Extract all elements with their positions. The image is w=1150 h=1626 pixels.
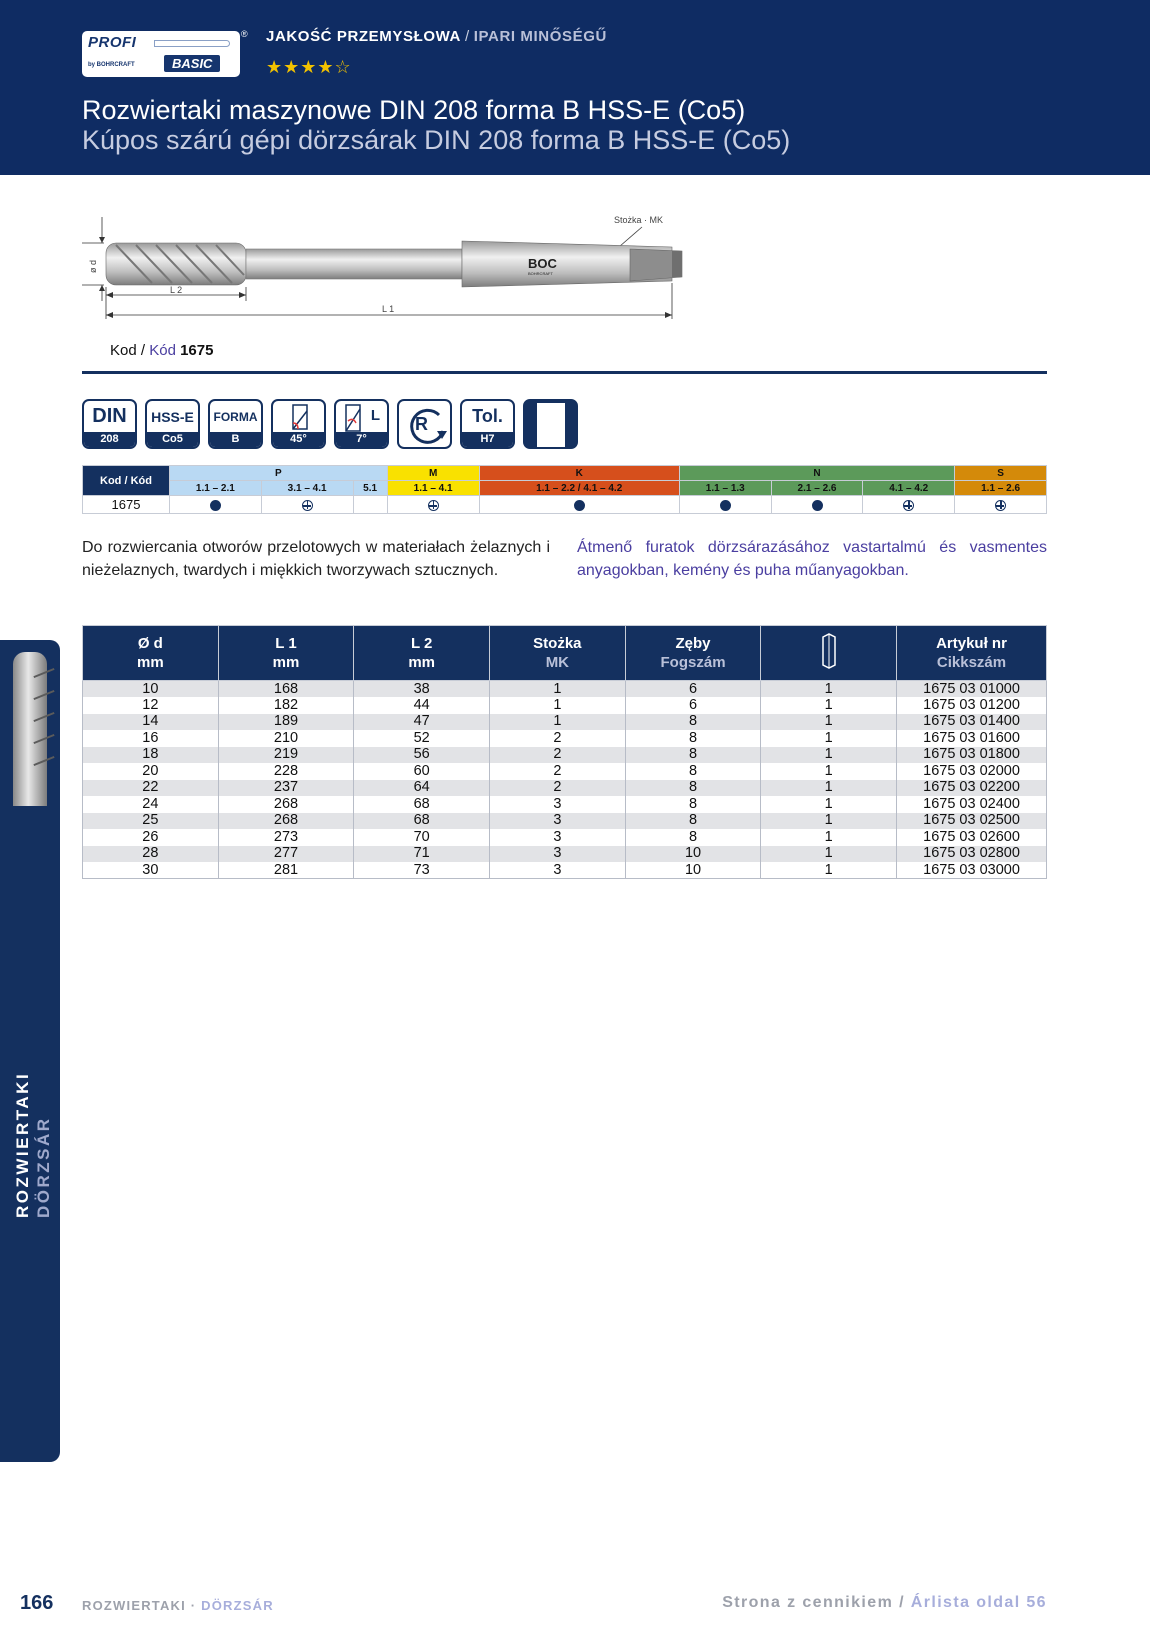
table-cell: 8 bbox=[625, 730, 761, 747]
table-cell: 14 bbox=[83, 714, 219, 731]
table-row bbox=[83, 846, 1047, 863]
l2-label: L 2 bbox=[170, 285, 183, 295]
table-cell: 18 bbox=[83, 747, 219, 764]
helix-angle-value: 7° bbox=[336, 432, 387, 447]
column-header bbox=[83, 626, 219, 681]
table-cell: 68 bbox=[354, 796, 490, 813]
range-cell: 1.1 – 1.3 bbox=[679, 481, 771, 496]
column-header bbox=[897, 626, 1047, 681]
table-cell: 1675 03 02600 bbox=[897, 829, 1047, 846]
taper-label: Stożka · MK bbox=[614, 215, 664, 225]
column-header-label: Artykuł nr bbox=[936, 635, 1007, 652]
logo-by-text: by BOHRCRAFT bbox=[88, 62, 135, 68]
suitability-cell bbox=[863, 496, 955, 514]
table-cell: 44 bbox=[354, 697, 490, 714]
table-cell: 8 bbox=[625, 714, 761, 731]
table-cell: 2 bbox=[490, 730, 626, 747]
suitability-cell bbox=[261, 496, 353, 514]
side-tab-label bbox=[12, 1072, 54, 1218]
form-badge bbox=[208, 399, 263, 449]
table-row bbox=[83, 780, 1047, 797]
table-cell: 3 bbox=[490, 862, 626, 879]
tolerance-badge bbox=[460, 399, 515, 449]
table-cell: 268 bbox=[218, 796, 354, 813]
range-cell: 1.1 – 2.6 bbox=[955, 481, 1047, 496]
table-row bbox=[83, 796, 1047, 813]
table-cell: 1675 03 02200 bbox=[897, 780, 1047, 797]
table-row bbox=[83, 862, 1047, 879]
table-cell: 210 bbox=[218, 730, 354, 747]
column-header-sub: Fogszám bbox=[660, 654, 726, 671]
description-pl: Do rozwiercania otworów przelotowych w materiałach żelaznych i nieżelaznych, twardych i miękkich tworzywach sztucznych. bbox=[82, 539, 550, 579]
table-cell: 8 bbox=[625, 796, 761, 813]
table-row bbox=[83, 714, 1047, 731]
brand-sub: BOHRCRAFT bbox=[528, 271, 553, 276]
suitability-cell bbox=[955, 496, 1047, 514]
table-cell: 20 bbox=[83, 763, 219, 780]
table-cell: 60 bbox=[354, 763, 490, 780]
column-header-sub: Cikkszám bbox=[936, 654, 1007, 671]
table-cell: 168 bbox=[218, 681, 354, 698]
profi-basic-logo bbox=[82, 31, 240, 77]
price-list-reference bbox=[722, 1594, 1047, 1612]
group-K: K bbox=[479, 466, 679, 481]
table-cell: 6 bbox=[625, 681, 761, 698]
quality-stars: ★★★★☆ bbox=[266, 57, 352, 77]
quality-hu: IPARI MINŐSÉGŰ bbox=[473, 28, 607, 45]
range-cell: 3.1 – 4.1 bbox=[261, 481, 353, 496]
table-cell: 268 bbox=[218, 813, 354, 830]
table-cell: 25 bbox=[83, 813, 219, 830]
group-S: S bbox=[955, 466, 1047, 481]
partial-suitability-icon bbox=[302, 500, 313, 511]
table-cell: 2 bbox=[490, 780, 626, 797]
material-kod-header: Kod / Kód bbox=[83, 466, 170, 496]
table-cell: 273 bbox=[218, 829, 354, 846]
packaging-column-header bbox=[761, 626, 897, 681]
column-header-label: L 2 bbox=[410, 635, 433, 652]
price-list-separator: / bbox=[893, 1594, 911, 1611]
table-cell: 24 bbox=[83, 796, 219, 813]
range-cell: 1.1 – 2.1 bbox=[170, 481, 262, 496]
kod-label-pl: Kod bbox=[110, 342, 137, 359]
column-header-sub: MK bbox=[545, 654, 570, 671]
table-cell: 8 bbox=[625, 747, 761, 764]
column-header bbox=[625, 626, 761, 681]
product-table bbox=[82, 625, 1047, 879]
din-badge-bottom: 208 bbox=[84, 432, 135, 447]
form-badge-bottom: B bbox=[210, 432, 261, 447]
table-cell: 8 bbox=[625, 813, 761, 830]
table-cell: 237 bbox=[218, 780, 354, 797]
table-cell: 6 bbox=[625, 697, 761, 714]
material-table bbox=[82, 465, 1047, 514]
table-row bbox=[83, 829, 1047, 846]
page-title-pl: Rozwiertaki maszynowe DIN 208 forma B HSS-E (Co5) bbox=[82, 95, 746, 125]
group-M: M bbox=[387, 466, 479, 481]
table-cell: 47 bbox=[354, 714, 490, 731]
material-badge-top: HSS-E bbox=[151, 409, 194, 425]
range-cell: 1.1 – 4.1 bbox=[387, 481, 479, 496]
table-cell: 3 bbox=[490, 846, 626, 863]
material-row-code: 1675 bbox=[83, 496, 170, 514]
column-header-label: Zęby bbox=[675, 635, 711, 652]
side-tab-label-hu: DÖRZSÁR bbox=[34, 1116, 53, 1218]
table-cell: 1 bbox=[761, 796, 897, 813]
full-suitability-icon bbox=[812, 500, 823, 511]
suitability-cell bbox=[479, 496, 679, 514]
column-header-label: L 1 bbox=[275, 635, 297, 652]
table-cell: 12 bbox=[83, 697, 219, 714]
tolerance-value: H7 bbox=[462, 432, 513, 447]
table-row bbox=[83, 697, 1047, 714]
quality-line bbox=[266, 28, 607, 45]
table-row bbox=[83, 763, 1047, 780]
range-cell: 2.1 – 2.6 bbox=[771, 481, 863, 496]
table-cell: 8 bbox=[625, 829, 761, 846]
footer-section bbox=[82, 1598, 274, 1613]
table-cell: 1 bbox=[761, 829, 897, 846]
table-cell: 1 bbox=[490, 714, 626, 731]
table-cell: 10 bbox=[625, 846, 761, 863]
table-cell: 16 bbox=[83, 730, 219, 747]
page-number: 166 bbox=[20, 1592, 54, 1614]
rotation-label: R bbox=[415, 414, 428, 434]
description-hu: Átmenő furatok dörzsárazásához vastartalmú és vasmentes anyagokban, kemény és puha műanyagokban. bbox=[577, 539, 1047, 579]
table-cell: 1 bbox=[761, 747, 897, 764]
package-icon bbox=[819, 633, 839, 669]
partial-suitability-icon bbox=[903, 500, 914, 511]
table-cell: 1 bbox=[761, 846, 897, 863]
table-cell: 1 bbox=[761, 813, 897, 830]
column-header-label: Ø d bbox=[137, 635, 163, 652]
column-header bbox=[490, 626, 626, 681]
table-cell: 22 bbox=[83, 780, 219, 797]
table-row bbox=[83, 681, 1047, 698]
suitability-cell bbox=[353, 496, 387, 514]
full-suitability-icon bbox=[210, 500, 221, 511]
helix-length-label: L bbox=[370, 407, 381, 424]
group-N: N bbox=[679, 466, 954, 481]
table-cell: 26 bbox=[83, 829, 219, 846]
table-cell: 3 bbox=[490, 829, 626, 846]
price-list-pl: Strona z cennikiem bbox=[722, 1594, 894, 1611]
range-cell: 4.1 – 4.2 bbox=[863, 481, 955, 496]
page-title-hu: Kúpos szárú gépi dörzsárak DIN 208 forma B HSS-E (Co5) bbox=[82, 125, 791, 155]
table-cell: 228 bbox=[218, 763, 354, 780]
through-hole-badge bbox=[523, 399, 578, 449]
suitability-cell bbox=[387, 496, 479, 514]
table-cell: 73 bbox=[354, 862, 490, 879]
range-cell: 1.1 – 2.2 / 4.1 – 4.2 bbox=[479, 481, 679, 496]
table-cell: 2 bbox=[490, 763, 626, 780]
din-badge-top: DIN bbox=[92, 405, 127, 427]
through-hole-icon bbox=[525, 401, 578, 449]
din-badge bbox=[82, 399, 137, 449]
suitability-cell bbox=[771, 496, 863, 514]
table-cell: 70 bbox=[354, 829, 490, 846]
rotation-right-badge bbox=[397, 399, 452, 449]
column-header-sub: mm bbox=[136, 654, 164, 671]
table-cell: 189 bbox=[218, 714, 354, 731]
table-cell: 1 bbox=[490, 697, 626, 714]
product-code-line bbox=[110, 342, 213, 359]
table-cell: 1675 03 03000 bbox=[897, 862, 1047, 879]
table-cell: 10 bbox=[625, 862, 761, 879]
l1-label: L 1 bbox=[382, 304, 395, 314]
table-cell: 28 bbox=[83, 846, 219, 863]
registered-mark: ® bbox=[241, 29, 248, 39]
section-divider bbox=[82, 371, 1047, 374]
logo-basic-text: BASIC bbox=[164, 55, 220, 72]
price-list-hu: Árlista oldal 56 bbox=[910, 1594, 1047, 1611]
table-cell: 1 bbox=[761, 763, 897, 780]
table-cell: 1675 03 01600 bbox=[897, 730, 1047, 747]
column-header bbox=[354, 626, 490, 681]
diameter-label: ø d bbox=[88, 259, 98, 273]
quality-separator: / bbox=[464, 28, 470, 45]
table-cell: 10 bbox=[83, 681, 219, 698]
range-cell: 5.1 bbox=[353, 481, 387, 496]
form-badge-top: FORMA bbox=[213, 410, 258, 424]
table-row bbox=[83, 747, 1047, 764]
chamfer-angle-badge bbox=[271, 399, 326, 449]
column-header bbox=[218, 626, 354, 681]
full-suitability-icon bbox=[720, 500, 731, 511]
table-cell: 1675 03 01800 bbox=[897, 747, 1047, 764]
table-cell: 1675 03 02400 bbox=[897, 796, 1047, 813]
reamer-diagram bbox=[82, 205, 732, 335]
chamfer-angle-value: 45° bbox=[273, 432, 324, 447]
table-cell: 2 bbox=[490, 747, 626, 764]
partial-suitability-icon bbox=[995, 500, 1006, 511]
footer-section-separator: · bbox=[185, 1598, 202, 1613]
table-cell: 52 bbox=[354, 730, 490, 747]
kod-value: 1675 bbox=[180, 342, 214, 359]
table-cell: 281 bbox=[218, 862, 354, 879]
side-tab-label-pl: ROZWIERTAKI bbox=[13, 1071, 32, 1218]
brand-mark: BOC bbox=[528, 256, 557, 271]
table-cell: 1 bbox=[490, 681, 626, 698]
side-tab-tool-image bbox=[0, 640, 60, 806]
table-cell: 38 bbox=[354, 681, 490, 698]
column-header-sub: mm bbox=[272, 654, 300, 671]
table-cell: 68 bbox=[354, 813, 490, 830]
table-cell: 182 bbox=[218, 697, 354, 714]
column-header-label: Stożka bbox=[533, 635, 582, 652]
logo-drill-icon bbox=[154, 40, 230, 47]
table-cell: 8 bbox=[625, 780, 761, 797]
table-cell: 1 bbox=[761, 681, 897, 698]
table-cell: 8 bbox=[625, 763, 761, 780]
table-cell: 1675 03 01200 bbox=[897, 697, 1047, 714]
suitability-cell bbox=[170, 496, 262, 514]
partial-suitability-icon bbox=[428, 500, 439, 511]
kod-separator: / bbox=[136, 342, 150, 359]
full-suitability-icon bbox=[574, 500, 585, 511]
table-cell: 1675 03 01000 bbox=[897, 681, 1047, 698]
table-cell: 1 bbox=[761, 780, 897, 797]
table-cell: 277 bbox=[218, 846, 354, 863]
table-cell: 3 bbox=[490, 796, 626, 813]
suitability-cell bbox=[679, 496, 771, 514]
table-cell: 1 bbox=[761, 862, 897, 879]
column-header-sub: mm bbox=[408, 654, 436, 671]
table-cell: 1675 03 01400 bbox=[897, 714, 1047, 731]
footer-section-hu: DÖRZSÁR bbox=[201, 1598, 274, 1613]
table-cell: 71 bbox=[354, 846, 490, 863]
table-cell: 219 bbox=[218, 747, 354, 764]
table-cell: 64 bbox=[354, 780, 490, 797]
table-row bbox=[83, 730, 1047, 747]
kod-label-hu: Kód bbox=[149, 342, 176, 359]
table-cell: 1675 03 02000 bbox=[897, 763, 1047, 780]
material-badge-bottom: Co5 bbox=[147, 432, 198, 447]
table-cell: 30 bbox=[83, 862, 219, 879]
helix-angle-badge bbox=[334, 399, 389, 449]
table-cell: 1 bbox=[761, 730, 897, 747]
table-cell: 1675 03 02500 bbox=[897, 813, 1047, 830]
table-cell: 1675 03 02800 bbox=[897, 846, 1047, 863]
logo-profi-text: PROFI bbox=[88, 34, 137, 51]
table-cell: 3 bbox=[490, 813, 626, 830]
tolerance-label: Tol. bbox=[472, 406, 503, 426]
reamer-image bbox=[13, 652, 47, 806]
material-badge bbox=[145, 399, 200, 449]
table-cell: 1 bbox=[761, 714, 897, 731]
table-cell: 56 bbox=[354, 747, 490, 764]
page-header bbox=[0, 0, 1150, 175]
footer-section-pl: ROZWIERTAKI bbox=[82, 1598, 186, 1613]
group-P: P bbox=[170, 466, 388, 481]
quality-pl: JAKOŚĆ PRZEMYSŁOWA bbox=[266, 28, 461, 45]
chamfer-icon bbox=[273, 401, 326, 436]
table-row bbox=[83, 813, 1047, 830]
table-cell: 1 bbox=[761, 697, 897, 714]
